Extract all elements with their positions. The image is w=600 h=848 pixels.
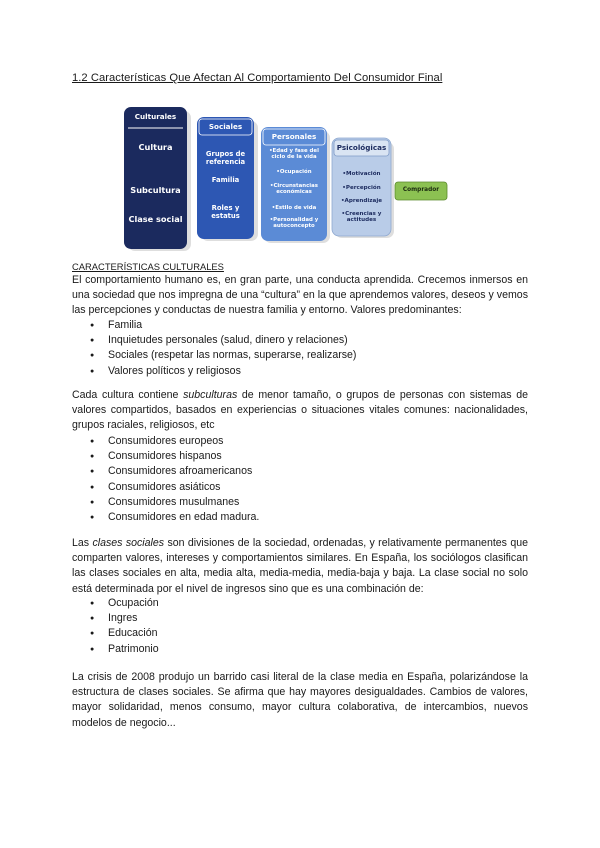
list-item: ● Ingres (90, 611, 159, 626)
factors-diagram (0, 0, 600, 260)
crisis-paragraph: La crisis de 2008 produjo un barrido casi literal de la clase media en España, polarizándose la estructura de clases sociales. Se afirma que hay mayores desigualdades. Cambios de valores, mayor solidaridad, menos consumo, mayor cultura colaborativa, de intercambios, nuevos modelos de negocio... (72, 671, 528, 729)
culturales-item: Cultura (138, 142, 173, 152)
list-item: ● Consumidores en edad madura. (90, 510, 259, 525)
list-item: ● Consumidores afroamericanos (90, 464, 259, 479)
sociales-title: Sociales (208, 122, 243, 131)
personales-title: Personales (271, 132, 317, 141)
culturales-intro-paragraph: El comportamiento humano es, en gran parte, una conducta aprendida. Crecemos inmersos en una sociedad que nos impregna de una “cultura” en la que aprendemos valores, deseos y vemos las percepciones y conductas de nuestra familia y entorno. Valores predominantes: (72, 274, 528, 317)
list-item: ● Consumidores europeos (90, 434, 259, 449)
clases-text-pre: Las (72, 537, 93, 549)
list-item: ● Inquietudes personales (salud, dinero y relaciones) (90, 333, 356, 348)
list-item: ● Ocupación (90, 596, 159, 611)
list-item: ● Sociales (respetar las normas, superarse, realizarse) (90, 348, 356, 363)
valores-list (90, 318, 356, 379)
sociales-item: Grupos de referencia (205, 150, 246, 166)
personales-item: •Estilo de vida (271, 205, 317, 211)
subculturas-text-pre: Cada cultura contiene (72, 389, 184, 401)
page-title: 1.2 Características Que Afectan Al Comportamiento Del Consumidor Final (72, 72, 443, 84)
clases-sociales-paragraph (72, 536, 528, 597)
personales-item: •Circunstancias económicas (270, 183, 318, 196)
psicologicas-item: •Creencias y actitudes (341, 211, 382, 224)
list-item: ● Valores políticos y religiosos (90, 364, 356, 379)
psicologicas-item: •Aprendizaje (340, 198, 383, 204)
sociales-item: Familia (211, 176, 240, 184)
psicologicas-item: •Percepción (342, 185, 381, 191)
list-item: ● Educación (90, 626, 159, 641)
clases-list (90, 596, 159, 657)
list-item: ● Familia (90, 318, 356, 333)
list-item: ● Patrimonio (90, 642, 159, 657)
subculturas-paragraph (72, 388, 528, 434)
comprador-label: Comprador (402, 187, 440, 193)
subculturas-list (90, 434, 259, 525)
sociales-item: Roles y estatus (211, 204, 240, 220)
culturales-item: Clase social (128, 214, 183, 224)
section-heading: CARACTERÍSTICAS CULTURALES (72, 261, 224, 272)
list-item: ● Consumidores hispanos (90, 449, 259, 464)
personales-item: •Ocupación (276, 169, 312, 175)
clases-text-post: son divisiones de la sociedad, ordenadas, y relativamente permanentes que comparten valores, intereses y comportamientos similares. En España, los sociólogos clasifican las clases sociales en alta, media alta, media-media, media-baja y baja. La clase social no solo está determinada por el nivel de ingresos sino que es una combinación de: (72, 537, 528, 595)
list-item: ● Consumidores asiáticos (90, 480, 259, 495)
psicologicas-item: •Motivación (342, 171, 381, 177)
personales-item: •Personalidad y autoconcepto (269, 217, 319, 230)
subculturas-text-post: de menor tamaño, o grupos de personas con sistemas de valores compartidos, basados en experiencias o situaciones vitales comunes: nacionalidades, grupos raciales, religiosos, etc (72, 389, 528, 432)
psicologicas-title: Psicológicas (336, 143, 387, 152)
personales-item: •Edad y fase del ciclo de la vida (269, 148, 319, 161)
culturales-item: Subcultura (130, 185, 181, 195)
culturales-title: Culturales (134, 112, 177, 121)
list-item: ● Consumidores musulmanes (90, 495, 259, 510)
clases-emphasis: clases sociales (92, 537, 165, 549)
subculturas-emphasis: subculturas (183, 389, 238, 401)
